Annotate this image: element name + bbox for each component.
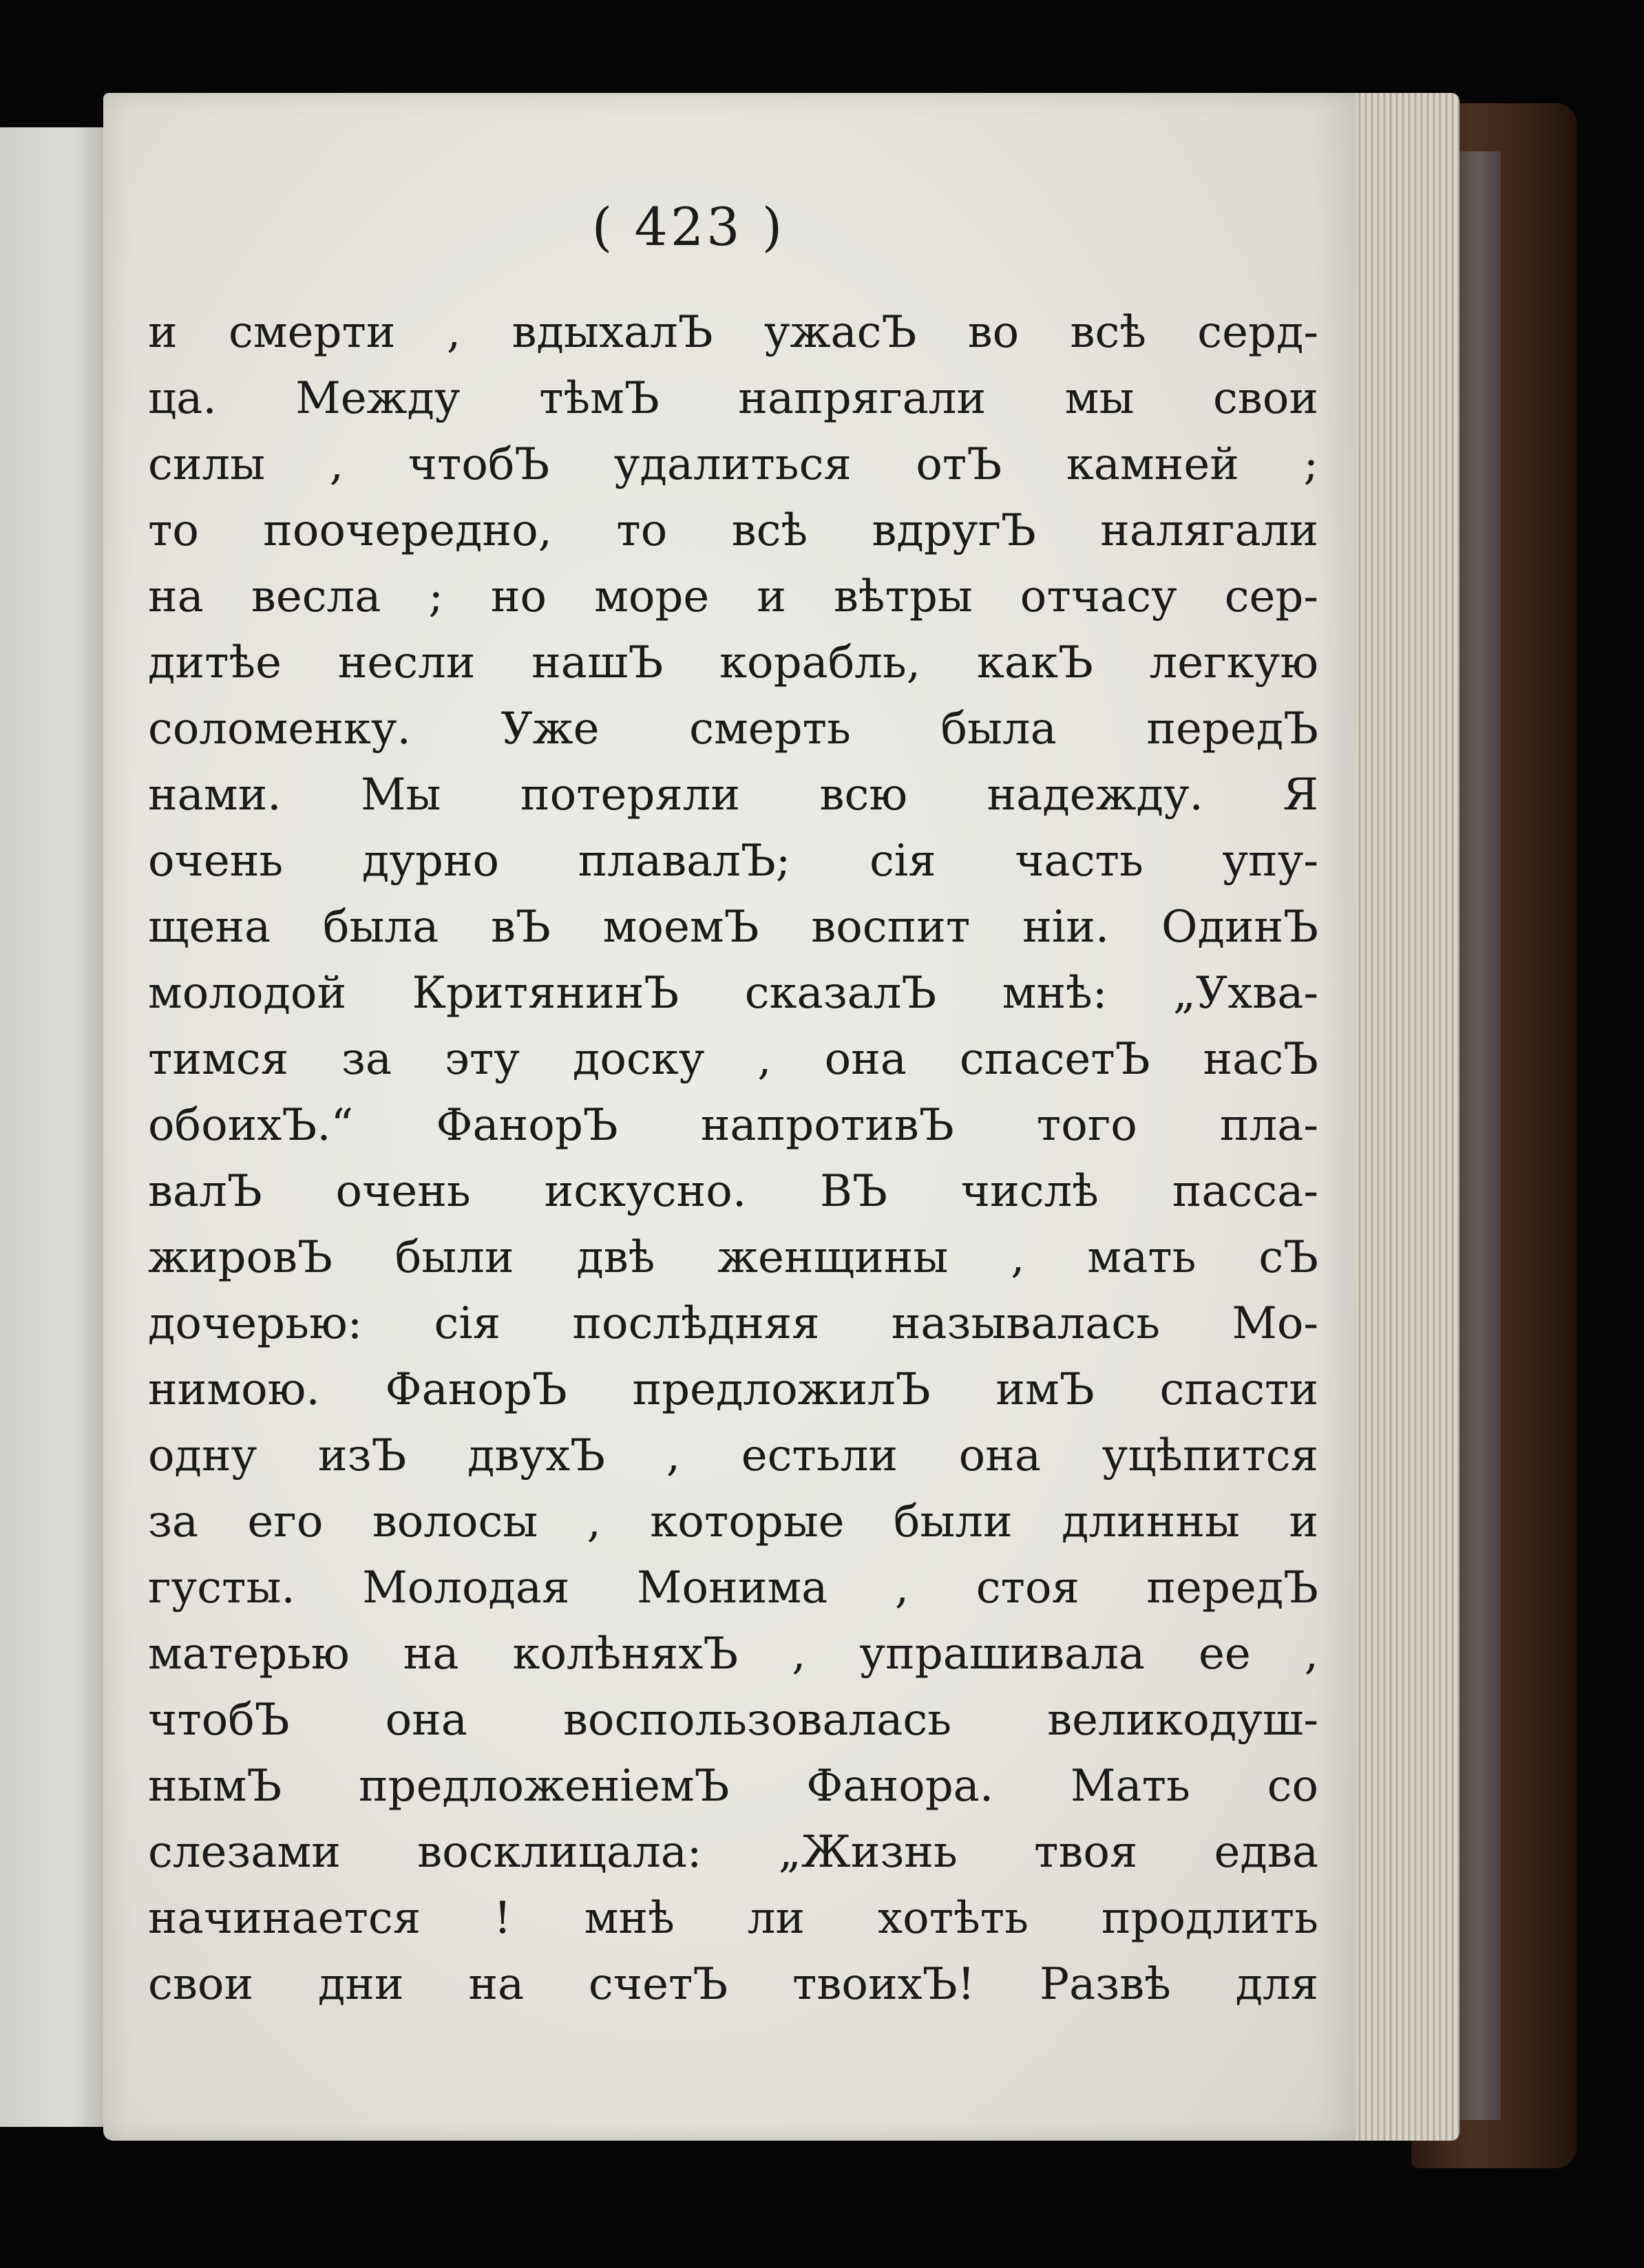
facing-page <box>0 127 103 2127</box>
text-line: густы. Молодая Монима , стоя передЪ <box>148 1562 1318 1613</box>
cover-edge <box>1459 151 1501 2120</box>
book-page <box>103 93 1356 2141</box>
text-line: дочерью: сія послѣдняя называлась Мо- <box>148 1298 1318 1349</box>
text-line: очень дурно плавалЪ; сія часть упу- <box>148 836 1318 887</box>
text-line: матерью на колѣняхЪ , упрашивала ее , <box>148 1629 1318 1679</box>
text-line: ца. Между тѣмЪ напрягали мы свои <box>148 373 1318 424</box>
text-line: одну изЪ двухЪ , естьли она уцѣпится <box>148 1430 1318 1481</box>
text-line: нимою. ФанорЪ предложилЪ имЪ спасти <box>148 1364 1318 1415</box>
page-number: ( 423 ) <box>591 196 786 257</box>
text-line: дитѣе несли нашЪ корабль, какЪ легкую <box>148 637 1318 688</box>
text-line: за его волосы , которые были длинны и <box>148 1496 1318 1547</box>
text-line: тимся за эту доску , она спасетЪ насЪ <box>148 1034 1318 1085</box>
text-line: силы , чтобЪ удалиться отЪ камней ; <box>148 439 1318 490</box>
text-line: чтобЪ она воспользовалась великодуш- <box>148 1695 1318 1746</box>
text-line: соломенку. Уже смерть была передЪ <box>148 703 1318 754</box>
text-line: начинается ! мнѣ ли хотѣть продлить <box>148 1893 1318 1944</box>
text-line: на весла ; но море и вѣтры отчасу сер- <box>148 571 1318 622</box>
text-line: нами. Мы потеряли всю надежду. Я <box>148 770 1318 820</box>
text-line: нымЪ предложеніемЪ Фанора. Мать со <box>148 1761 1318 1812</box>
text-line: то поочередно, то всѣ вдругЪ налягали <box>148 505 1318 556</box>
page-edges <box>1342 93 1459 2141</box>
text-line: жировЪ были двѣ женщины , мать сЪ <box>148 1232 1318 1283</box>
text-line: валЪ очень искусно. ВЪ числѣ пасса- <box>148 1166 1318 1217</box>
text-line: слезами восклицала: „Жизнь твоя едва <box>148 1827 1318 1878</box>
text-line: молодой КритянинЪ сказалЪ мнѣ: „Ухва- <box>148 968 1318 1019</box>
text-line: щена была вЪ моемЪ воспит ніи. ОдинЪ <box>148 902 1318 953</box>
text-line: обоихЪ.“ ФанорЪ напротивЪ того пла- <box>148 1100 1318 1151</box>
page-text <box>148 299 1318 2017</box>
text-line: и смерти , вдыхалЪ ужасЪ во всѣ серд- <box>148 307 1318 358</box>
text-line: свои дни на счетЪ твоихЪ! Развѣ для <box>148 1959 1318 2010</box>
